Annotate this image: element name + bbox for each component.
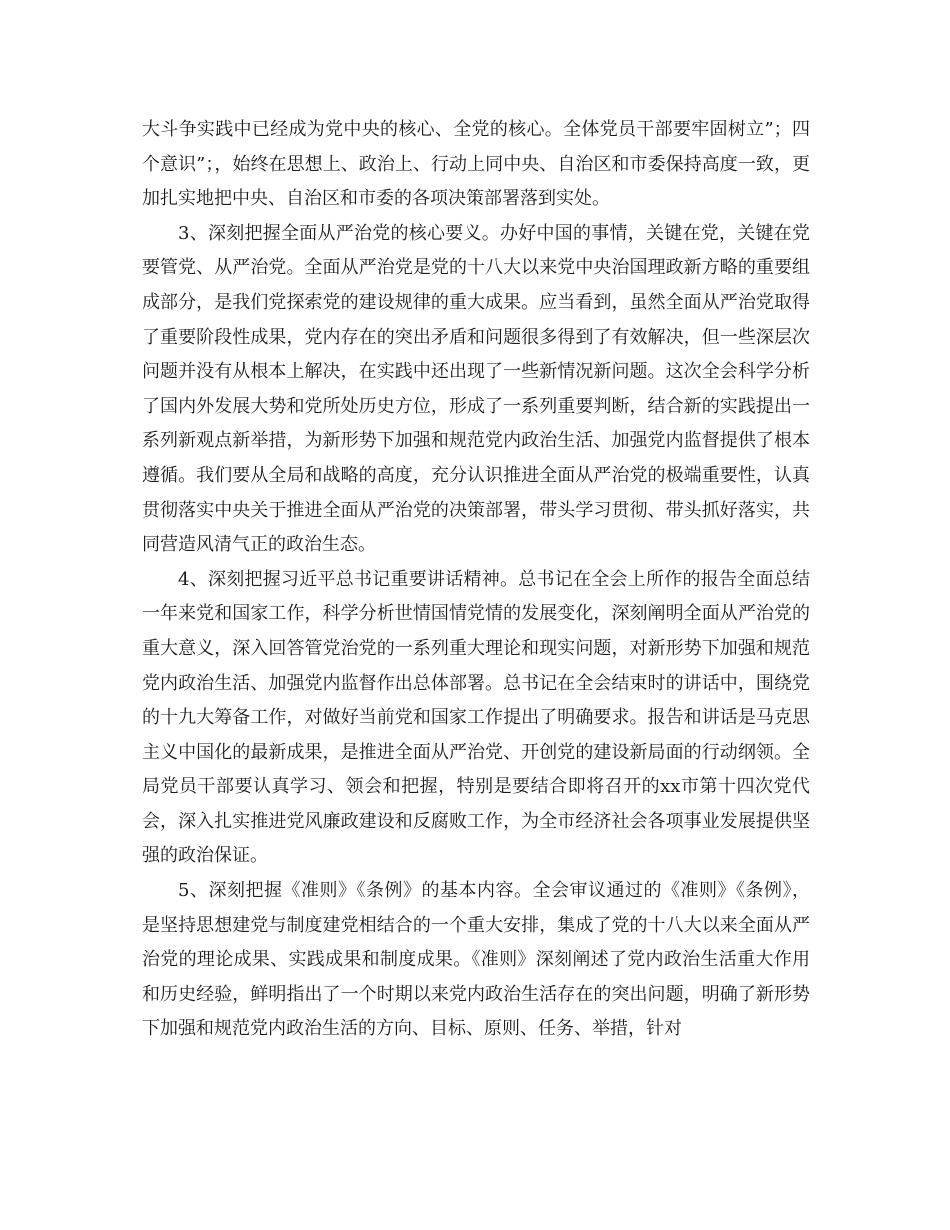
document-body: [142, 113, 810, 1047]
paragraph-continuation: 大斗争实践中已经成为党中央的核心、全党的核心。全体党员干部要牢固树立”；四个意识”；，始终在思想上、政治上、行动上同中央、自治区和市委保持高度一致，更加扎实地把中央、自治区和市委的各项决策部署落到实处。: [142, 119, 810, 210]
paragraph-item-4: 4、深刻把握习近平总书记重要讲话精神。总书记在全会上所作的报告全面总结一年来党和国家工作，科学分析世情国情党情的发展变化，深刻阐明全面从严治党的重大意义，深入回答管党治党的一系列重大理论和现实问题，对新形势下加强和规范党内政治生活、加强党内监督作出总体部署。总书记在全会结束时的讲话中，围绕党的十九大筹备工作，对做好当前党和国家工作提出了明确要求。报告和讲话是马克思主义中国化的最新成果，是推进全面从严治党、开创党的建设新局面的行动纲领。全局党员干部要认真学习、领会和把握，特别是要结合即将召开的xx市第十四次党代会，深入扎实推进党风廉政建设和反腐败工作，为全市经济社会各项事业发展提供坚强的政治保证。: [142, 568, 810, 867]
paragraph-item-5: 5、深刻把握《准则》《条例》的基本内容。全会审议通过的《准则》《条例》，是坚持思想建党与制度建党相结合的一个重大安排，集成了党的十八大以来全面从严治党的理论成果、实践成果和制度成果。《准则》深刻阐述了党内政治生活重大作用和历史经验，鲜明指出了一个时期以来党内政治生活存在的突出问题，明确了新形势下加强和规范党内政治生活的方向、目标、原则、任务、举措，针对: [142, 880, 810, 1040]
paragraph-item-3: 3、深刻把握全面从严治党的核心要义。办好中国的事情，关键在党，关键在党要管党、从严治党。全面从严治党是党的十八大以来党中央治国理政新方略的重要组成部分，是我们党探索党的建设规律的重大成果。应当看到，虽然全面从严治党取得了重要阶段性成果，党内存在的突出矛盾和问题很多得到了有效解决，但一些深层次问题并没有从根本上解决，在实践中还出现了一些新情况新问题。这次全会科学分析了国内外发展大势和党所处历史方位，形成了一系列重要判断，结合新的实践提出一系列新观点新举措，为新形势下加强和规范党内政治生活、加强党内监督提供了根本遵循。我们要从全局和战略的高度，充分认识推进全面从严治党的极端重要性，认真贯彻落实中央关于推进全面从严治党的决策部署，带头学习贯彻、带头抓好落实，共同营造风清气正的政治生态。: [142, 222, 810, 556]
